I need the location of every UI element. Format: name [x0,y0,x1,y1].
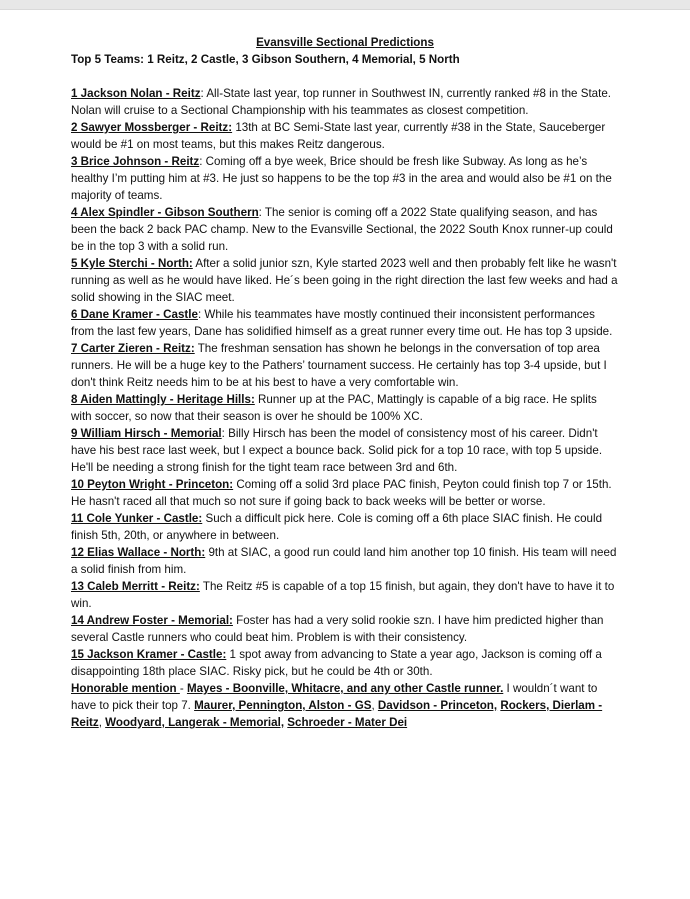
runner-comment: After a solid junior szn, Kyle started 2023 well and then probably felt like he wasn't running as well as he would have liked. He´s been going in the right direction the last few weeks and had a solid showing in the SIAC meet. [71,257,618,304]
runner-comment: The Reitz #5 is capable of a top 15 finish, but again, they don't have to have it to win. [71,580,615,610]
prediction-entry [71,340,619,391]
prediction-entry [71,204,619,255]
honorable-group: Schroeder - Mater Dei [287,716,408,729]
runner-name: 11 Cole Yunker - Castle: [71,512,203,525]
top-edge-bar [0,0,690,10]
honorable-sep: , [371,699,378,712]
prediction-entry [71,510,619,544]
honorable-group: Woodyard, Langerak - Memorial, [105,716,285,729]
runner-comment: : All-State last year, top runner in Southwest IN, currently ranked #8 in the State. Nolan will cruise to a Sectional Championship with his teammates as closest competition. [71,87,612,117]
runner-comment: Runner up at the PAC, Mattingly is capable of a big race. He splits with soccer, so now that their season is over he should be 100% XC. [71,393,597,423]
prediction-entry [71,612,619,646]
runner-name: 6 Dane Kramer - Castle [71,308,198,321]
runner-comment: 1 spot away from advancing to State a year ago, Jackson is coming off a disappointing 18th place SIAC. Risky pick, but he could be 4th or 30th. [71,648,602,678]
top-teams-line: Top 5 Teams: 1 Reitz, 2 Castle, 3 Gibson Southern, 4 Memorial, 5 North [71,53,460,66]
prediction-entry [71,544,619,578]
runner-name: 10 Peyton Wright - Princeton: [71,478,234,491]
runner-name: 4 Alex Spindler - Gibson Southern [71,206,259,219]
runner-comment: The freshman sensation has shown he belongs in the conversation of top area runners. He will be a huge key to the Pathers’ tournament success. He certainly has top 3-4 upside, but I don't think Reitz needs him to be at his best to have a very comfortable win. [71,342,607,389]
runner-name: 15 Jackson Kramer - Castle: [71,648,227,661]
document-page [71,34,619,731]
prediction-entry [71,119,619,153]
honorable-group: Mayes - Boonville, Whitacre, and any other Castle runner. [186,682,504,695]
prediction-entry [71,306,619,340]
prediction-entry [71,153,619,204]
runner-comment: Foster has had a very solid rookie szn. I have him predicted higher than several Castle runners who could beat him. Problem is with their consistency. [71,614,604,644]
runner-name: 3 Brice Johnson - Reitz [71,155,200,168]
runner-name: 2 Sawyer Mossberger - Reitz: [71,121,233,134]
honorable-group: Rockers, Dierlam - Reitz [71,699,603,729]
runner-comment: Such a difficult pick here. Cole is coming off a 6th place SIAC finish. He could finish 5th, 20th, or anywhere in between. [71,512,603,542]
prediction-entry [71,255,619,306]
honorable-group: Maurer, Pennington, Alston - GS [194,699,372,712]
runner-name: 7 Carter Zieren - Reitz: [71,342,195,355]
prediction-entry [71,391,619,425]
prediction-entry [71,425,619,476]
runner-name: 9 William Hirsch - Memorial [71,427,222,440]
honorable-group: Davidson - Princeton, [377,699,498,712]
prediction-entry [71,476,619,510]
prediction-entry [71,578,619,612]
prediction-entry [71,85,619,119]
document-title: Evansville Sectional Predictions [256,36,434,49]
runner-name: 12 Elias Wallace - North: [71,546,206,559]
runner-comment: : While his teammates have mostly continued their inconsistent performances from the last few years, Dane has solidified himself as a great runner every time out. He has top 3 upside. [71,308,613,338]
honorable-dash: - [179,682,187,695]
runner-name: 1 Jackson Nolan - Reitz [71,87,201,100]
runner-name: 8 Aiden Mattingly - Heritage Hills: [71,393,255,406]
honorable-sep: , [98,716,106,729]
runner-comment: : The senior is coming off a 2022 State qualifying season, and has been the back 2 back PAC champ. New to the Evansville Sectional, the 2022 South Knox runner-up could be in the top 3 with a solid run. [71,206,613,253]
prediction-entry [71,646,619,680]
runner-comment: Coming off a solid 3rd place PAC finish, Peyton could finish top 7 or 15th. He hasn't raced all that much so not sure if going back to back weeks will be better or worse. [71,478,612,508]
predictions-list [71,85,619,680]
runner-comment: : Billy Hirsch has been the model of consistency most of his career. Didn't have his best race last week, but I expect a bounce back. Solid pick for a top 10 race, with top 5 upside. He'll be needing a strong finish for the tight team race between 3rd and 6th. [71,427,603,474]
honorable-mention [71,680,619,731]
runner-comment: : Coming off a bye week, Brice should be fresh like Subway. As long as he’s healthy I’m putting him at #3. He just so happens to be the top #3 in the area and would also be #1 on the majority of teams. [71,155,612,202]
honorable-mention-label: Honorable mention [71,682,180,695]
honorable-comment: I wouldn´t want to have to pick their top 7. [71,682,598,712]
runner-comment: 9th at SIAC, a good run could land him another top 10 finish. His team will need a solid finish from him. [71,546,617,576]
runner-name: 14 Andrew Foster - Memorial: [71,614,233,627]
runner-name: 13 Caleb Merritt - Reitz: [71,580,200,593]
runner-name: 5 Kyle Sterchi - North: [71,257,193,270]
runner-comment: 13th at BC Semi-State last year, currently #38 in the State, Sauceberger would be #1 on most teams, but this makes Reitz dangerous. [71,121,606,151]
